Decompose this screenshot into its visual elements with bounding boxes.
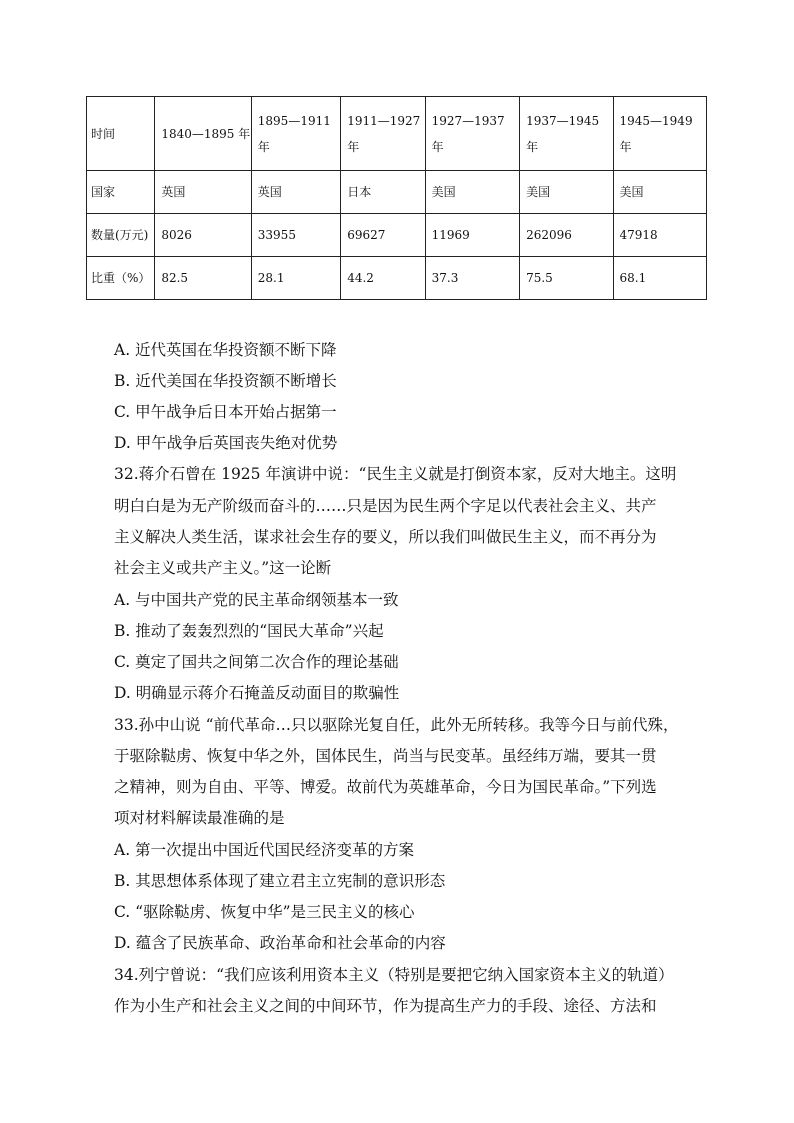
table-cell: 262096 — [520, 214, 613, 257]
q33-stem-line: 之精神，则为自由、平等、博爱。故前代为英雄革命，今日为国民革命。”下列选 — [114, 778, 657, 796]
table-cell: 美国 — [613, 171, 707, 214]
q32-stem-line: 社会主义或共产主义。”这一论断 — [114, 559, 332, 577]
table-cell: 11969 — [425, 214, 519, 257]
q32-option-c: C. 奠定了国共之间第二次合作的理论基础 — [114, 653, 399, 671]
q33-option-a: A. 第一次提出中国近代国民经济变革的方案 — [114, 841, 415, 859]
q31-option-a: A. 近代英国在华投资额不断下降 — [114, 341, 337, 359]
table-row-amount — [87, 214, 707, 257]
table-cell: 美国 — [520, 171, 613, 214]
table-row-label: 时间 — [87, 97, 155, 171]
table-row-label: 比重（%） — [87, 257, 155, 300]
table-cell: 1937—1945 年 — [520, 97, 613, 171]
table-cell: 1840—1895 年 — [155, 97, 251, 171]
table-row-country — [87, 171, 707, 214]
q31-option-d: D. 甲午战争后英国丧失绝对优势 — [114, 434, 338, 452]
q32-stem-line: 32.蒋介石曾在 1925 年演讲中说：“民生主义就是打倒资本家，反对大地主。这明 — [114, 465, 677, 483]
q33-option-b: B. 其思想体系体现了建立君主立宪制的意识形态 — [114, 872, 446, 890]
table-cell: 1927—1937 年 — [425, 97, 519, 171]
table-cell — [341, 97, 425, 171]
investment-table — [86, 96, 707, 300]
q33-stem-line: 33.孙中山说 “前代革命…只以驱除光复自任，此外无所转移。我等今日与前代殊， — [114, 716, 679, 734]
table-cell: 68.1 — [613, 257, 707, 300]
table-cell: 1945—1949 年 — [613, 97, 707, 171]
q31-option-c: C. 甲午战争后日本开始占据第一 — [114, 403, 337, 421]
q34-stem-line: 作为小生产和社会主义之间的中间环节，作为提高生产力的手段、途径、方法和 — [114, 997, 657, 1015]
q33-option-d: D. 蕴含了民族革命、政治革命和社会革命的内容 — [114, 934, 446, 952]
table-cell: 82.5 — [155, 257, 251, 300]
table-cell: 英国 — [155, 171, 251, 214]
table-cell: 37.3 — [425, 257, 519, 300]
table-cell: 日本 — [341, 171, 425, 214]
table-cell-line: 年 — [347, 139, 360, 154]
q32-option-b: B. 推动了轰轰烈烈的“国民大革命”兴起 — [114, 622, 384, 640]
table-cell: 英国 — [251, 171, 340, 214]
q33-stem-line: 项对材料解读最准确的是 — [114, 809, 285, 827]
table-row-label: 国家 — [87, 171, 155, 214]
table-cell: 69627 — [341, 214, 425, 257]
q33-option-c: C. “驱除鞑虏、恢复中华”是三民主义的核心 — [114, 903, 415, 921]
table-cell: 47918 — [613, 214, 707, 257]
table-cell: 28.1 — [251, 257, 340, 300]
table-cell: 75.5 — [520, 257, 613, 300]
table-cell: 1895—1911 年 — [251, 97, 340, 171]
table-cell: 美国 — [425, 171, 519, 214]
table-row-label: 数量(万元) — [87, 214, 155, 257]
q31-option-b: B. 近代美国在华投资额不断增长 — [114, 372, 337, 390]
q32-option-d: D. 明确显示蒋介石掩盖反动面目的欺骗性 — [114, 684, 400, 702]
table-cell: 8026 — [155, 214, 251, 257]
table-row-period — [87, 97, 707, 171]
table-cell: 33955 — [251, 214, 340, 257]
q32-option-a: A. 与中国共产党的民主革命纲领基本一致 — [114, 591, 399, 609]
q33-stem-line: 于驱除鞑虏、恢复中华之外，国体民生，尚当与民变革。虽经纬万端，要其一贯 — [114, 747, 657, 765]
table-row-share — [87, 257, 707, 300]
q32-stem-line: 明白白是为无产阶级而奋斗的……只是因为民生两个字足以代表社会主义、共产 — [114, 497, 657, 515]
q32-stem-line: 主义解决人类生活，谋求社会生存的要义，所以我们叫做民生主义，而不再分为 — [114, 528, 657, 546]
table-cell: 44.2 — [341, 257, 425, 300]
q34-stem-line: 34.列宁曾说：“我们应该利用资本主义（特别是要把它纳入国家资本主义的轨道） — [114, 966, 674, 984]
table-cell-line: 1911—1927 — [347, 113, 421, 128]
